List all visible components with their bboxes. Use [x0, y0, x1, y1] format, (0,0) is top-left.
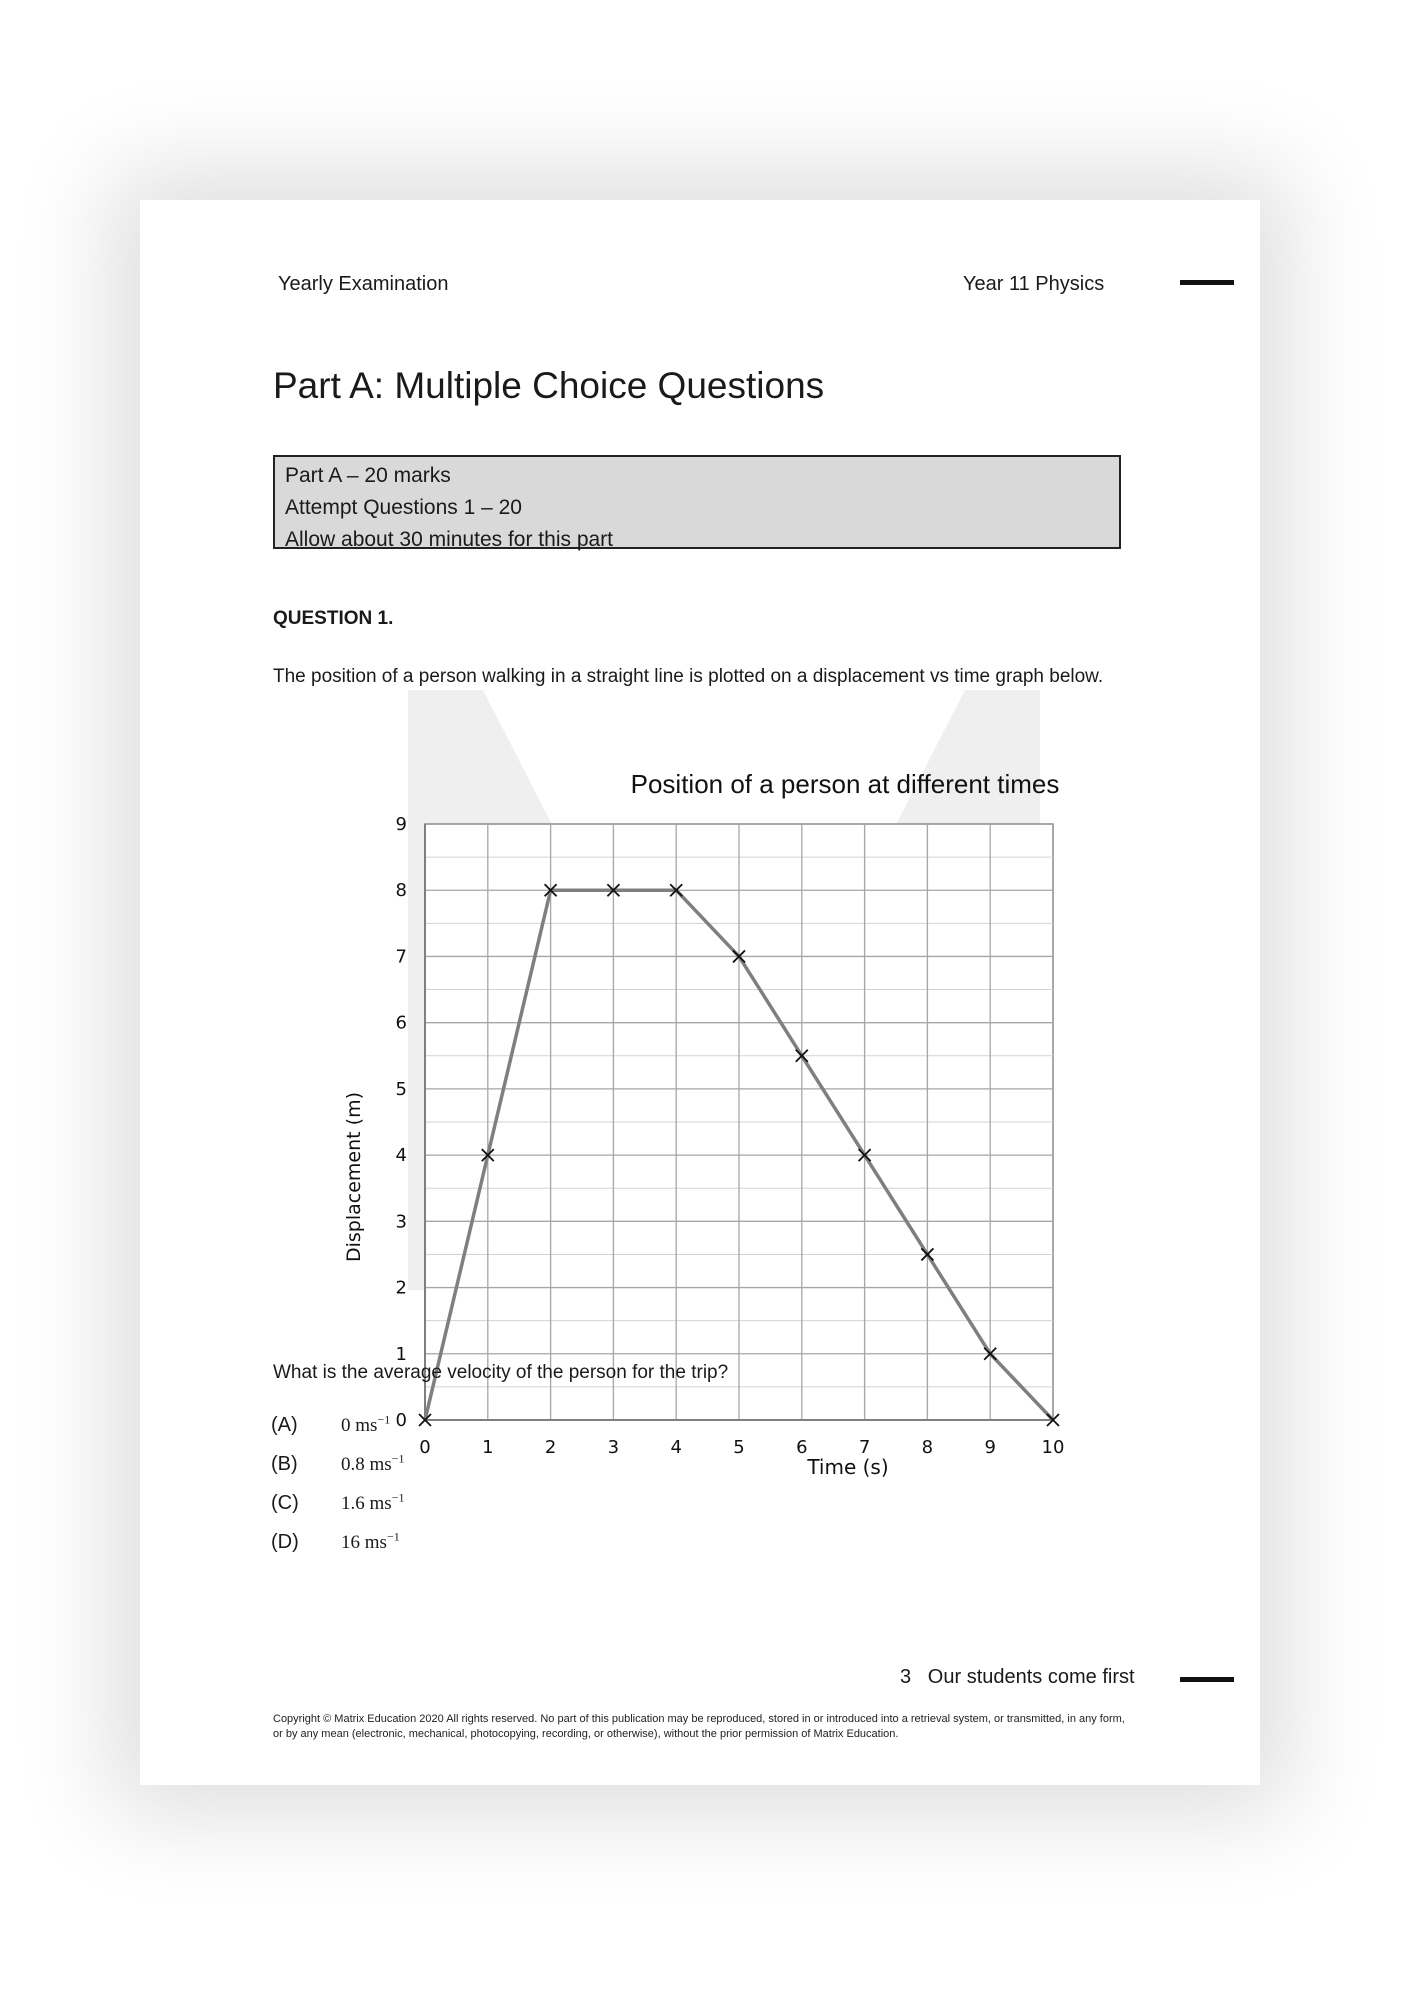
y-tick-label: 1 — [395, 1343, 407, 1365]
option-c-value: 1.6 $ms^{-1}$ — [341, 1491, 405, 1515]
y-tick-label: 0 — [395, 1410, 407, 1431]
chart-x-axis-label: Time (s) — [807, 1455, 889, 1479]
header-right: Year 11 Physics — [963, 273, 1105, 295]
x-tick-label: 3 — [607, 1437, 620, 1458]
y-tick-label: 3 — [395, 1211, 407, 1233]
option-c[interactable] — [271, 1491, 404, 1515]
option-b-label: (B) — [271, 1453, 298, 1476]
question-heading: QUESTION 1. — [273, 608, 394, 629]
x-tick-label: 7 — [858, 1437, 871, 1458]
copyright-notice: Copyright © Matrix Education 2020 All rights reserved. No part of this publication may be reproduced, stored in or introduced into a retrieval system, or transmitted, in any form, or by any mean (electronic, mechanical, photocopying, recording, or otherwise), without the prior permission of Matrix Education. — [273, 1713, 1125, 1740]
footer-dash — [1180, 1677, 1234, 1682]
y-tick-label: 7 — [395, 946, 407, 968]
option-b-value: 0.8 $ms^{-1}$ — [341, 1452, 405, 1476]
x-tick-label: 1 — [482, 1437, 494, 1458]
chart-y-axis-label: Displacement (m) — [343, 1092, 365, 1262]
footer-tagline: Our students come first — [927, 1666, 1135, 1688]
x-tick-label: 8 — [921, 1437, 934, 1458]
header-left: Yearly Examination — [278, 273, 449, 295]
displacement-time-chart — [330, 760, 1230, 1510]
page-number: 3 — [900, 1666, 912, 1688]
option-d-value: 16 $ms^{-1}$ — [341, 1530, 400, 1554]
option-c-label: (C) — [271, 1492, 299, 1515]
y-tick-label: 2 — [395, 1277, 407, 1299]
x-tick-label: 9 — [984, 1437, 996, 1458]
chart-title: Position of a person at different times — [630, 769, 1060, 799]
x-tick-label: 6 — [796, 1437, 808, 1458]
footer — [900, 1666, 1135, 1689]
x-tick-label: 0 — [419, 1437, 431, 1458]
part-title: Part A: Multiple Choice Questions — [273, 365, 825, 406]
header-dash — [1180, 280, 1234, 285]
x-tick-label: 4 — [670, 1437, 682, 1458]
x-tick-label: 5 — [733, 1437, 745, 1458]
x-tick-label: 10 — [1041, 1437, 1065, 1458]
question-text: The position of a person walking in a straight line is plotted on a displacement vs time graph below. — [273, 666, 1104, 687]
option-a-label: (A) — [271, 1414, 298, 1437]
question-prompt: What is the average velocity of the person for the trip? — [273, 1362, 729, 1383]
y-tick-label: 8 — [395, 880, 407, 902]
info-box — [273, 455, 1121, 549]
option-b[interactable] — [271, 1452, 404, 1476]
y-tick-label: 5 — [395, 1078, 407, 1100]
y-tick-label: 9 — [395, 814, 407, 835]
info-line-attempt: Attempt Questions 1 – 20 — [285, 496, 522, 519]
exam-page — [140, 200, 1260, 1785]
y-tick-label: 6 — [395, 1012, 407, 1034]
info-line-marks: Part A – 20 marks — [285, 464, 451, 487]
option-d-label: (D) — [271, 1531, 299, 1554]
info-line-time: Allow about 30 minutes for this part — [285, 528, 614, 551]
option-a-value: 0 $ms^{-1}$ — [341, 1413, 391, 1437]
y-tick-label: 4 — [395, 1145, 407, 1167]
x-tick-label: 2 — [544, 1437, 557, 1458]
chart-grid — [425, 824, 1053, 1420]
option-a[interactable] — [271, 1413, 390, 1437]
option-d[interactable] — [271, 1530, 400, 1554]
